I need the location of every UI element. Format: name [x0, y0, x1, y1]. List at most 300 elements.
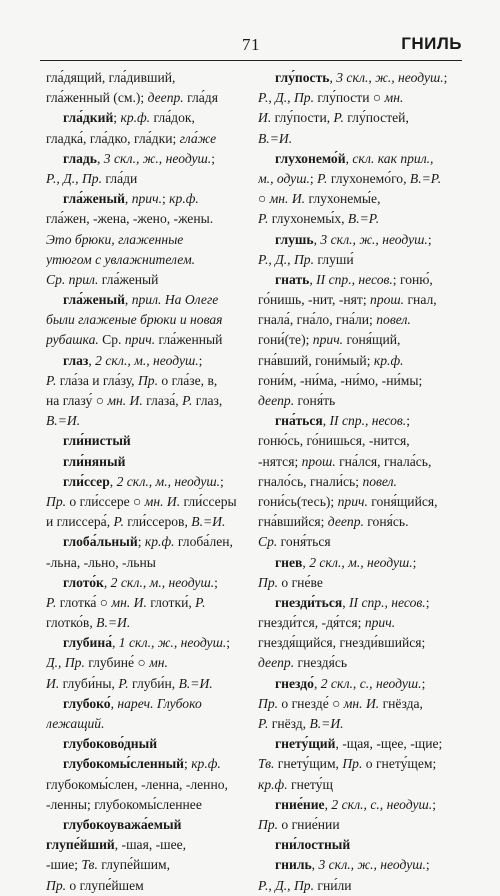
- entry-text: гоня́ть: [294, 393, 336, 408]
- grammar-note: Р.: [258, 211, 269, 227]
- entry-text: ;: [412, 554, 417, 570]
- entry-text: о гла́зе, в,: [157, 372, 218, 388]
- entry-text: глухонемо́го,: [327, 170, 410, 186]
- entry-text: глоба́лен,: [174, 534, 233, 550]
- grammar-note: 3 скл., ж., неодуш.: [318, 857, 426, 873]
- entry-text: глотки́,: [146, 594, 196, 610]
- entry-line: [258, 653, 470, 673]
- grammar-note: рубашка.: [46, 332, 99, 348]
- grammar-note: Пр.: [46, 493, 67, 509]
- entry-text: , -шая, -шее,: [114, 837, 187, 853]
- entry-text: гла́женый: [98, 271, 159, 287]
- entry-line: [46, 330, 258, 350]
- grammar-note: Р.: [118, 675, 129, 691]
- grammar-note: В.=Р.: [347, 211, 380, 227]
- entry-line: [46, 108, 258, 128]
- grammar-note: деепр.: [258, 393, 295, 408]
- entry-text: гли́ссеров,: [123, 514, 192, 530]
- entry-text: о гние́нии: [278, 816, 340, 832]
- entry-line: [46, 270, 258, 290]
- grammar-note: Пр.: [137, 372, 158, 388]
- grammar-note: И.: [46, 675, 60, 691]
- entry-text: ;: [226, 635, 231, 651]
- entry-text: о глупе́йшем: [66, 877, 144, 893]
- entry-line: [46, 129, 258, 149]
- left-column: [46, 68, 258, 896]
- entry-text: гнала́, гна́ло, гна́ли;: [258, 312, 377, 328]
- headword: гла́женый: [63, 292, 125, 308]
- grammar-note: Р.: [46, 594, 57, 610]
- grammar-note: 3 скл., ж., неодуш.: [320, 231, 428, 247]
- entry-line: [258, 371, 470, 391]
- grammar-note: Пр.: [258, 574, 279, 590]
- grammar-note: кр.ф.: [191, 756, 221, 772]
- entry-line: [258, 694, 470, 714]
- entry-line: [258, 129, 470, 149]
- entry-text: глуби́н,: [128, 675, 179, 691]
- entry-text: глаза́,: [142, 393, 183, 408]
- entry-text: гла́женный: [155, 332, 223, 348]
- entry-text: гнету́щим,: [274, 756, 343, 772]
- headword: гла́дкий: [63, 110, 114, 126]
- entry-text: глотко́в,: [46, 615, 97, 631]
- grammar-note: прич.: [364, 615, 396, 631]
- headword: гнев: [275, 554, 303, 570]
- entry-text: гони́сь(тесь);: [258, 493, 338, 509]
- grammar-note: прил. На Олеге: [131, 292, 219, 308]
- entry-text: гла́док,: [150, 110, 195, 126]
- entry-line: [46, 795, 258, 815]
- entry-line: [258, 855, 470, 875]
- entry-line: [258, 209, 470, 229]
- headword: гнезди́ться: [275, 594, 343, 610]
- grammar-note: были глаженые брюки и новая: [46, 312, 223, 328]
- entry-text: ,: [88, 352, 96, 368]
- entry-line: [258, 876, 470, 896]
- entry-text: глухонемы́х,: [268, 211, 348, 227]
- entry-text: ,: [110, 695, 118, 711]
- entry-line: [46, 250, 258, 270]
- entry-text: ,: [329, 70, 337, 85]
- entry-text: гла́жен, -жена, -жено, -жены.: [46, 211, 214, 227]
- entry-line: [258, 411, 470, 431]
- entry-line: [258, 88, 470, 108]
- headword: глушь: [275, 231, 314, 247]
- entry-text: ;: [220, 473, 224, 489]
- entry-text: гоня́сь.: [363, 514, 409, 530]
- grammar-note: Р., Д., Пр.: [46, 170, 102, 186]
- grammar-note: Пр.: [342, 756, 363, 772]
- grammar-note: 2 скл., с., неодуш.: [320, 675, 422, 691]
- entry-text: глуби́ны,: [59, 675, 119, 691]
- grammar-note: 1 скл., ж., неодуш.: [118, 635, 227, 651]
- entry-line: [46, 593, 258, 613]
- grammar-note: нареч. Глубоко: [117, 695, 202, 711]
- entry-text: ,: [309, 271, 317, 287]
- grammar-note: кр.ф.: [169, 191, 199, 207]
- entry-line: [46, 169, 258, 189]
- entry-line: [258, 593, 470, 613]
- grammar-note: лежащий.: [46, 716, 105, 731]
- headword: гнездо́: [275, 675, 314, 691]
- grammar-note: кр.ф.: [144, 534, 175, 550]
- headword: глубоково́дный: [63, 736, 158, 752]
- headword: гли́ссер: [63, 473, 110, 489]
- entry-line: [258, 108, 470, 128]
- grammar-note: Это брюки, глаженные: [46, 231, 184, 247]
- grammar-note: Пр.: [258, 695, 279, 711]
- grammar-note: Р., Д., Пр.: [258, 90, 314, 106]
- entry-text: -ленны; глубокомы́сленнее: [46, 796, 202, 812]
- grammar-note: мн. И.: [107, 393, 143, 408]
- entry-text: ,: [96, 150, 104, 166]
- entry-line: [258, 169, 470, 189]
- entry-text: о гли́ссере ○: [66, 493, 145, 509]
- grammar-note: прич.: [312, 332, 344, 348]
- entry-text: ;: [427, 231, 432, 247]
- grammar-note: м., одуш.: [258, 170, 310, 186]
- entry-line: [258, 290, 470, 310]
- grammar-note: Ср.: [258, 534, 278, 550]
- grammar-note: кр.ф.: [258, 776, 288, 792]
- entry-text: глубине́ ○: [84, 655, 150, 671]
- entry-line: [46, 351, 258, 371]
- entry-text: гоню́сь, го́нишься, -нится,: [258, 433, 410, 449]
- headword: глухонемо́й: [275, 150, 346, 166]
- entry-text: ; гоню́,: [392, 271, 433, 287]
- entry-text: ;: [309, 170, 318, 186]
- headword: гнать: [275, 271, 310, 287]
- entry-text: глотка́ ○: [56, 594, 112, 610]
- entry-text: гони́(те);: [258, 332, 313, 348]
- entry-line: [46, 876, 258, 896]
- entry-line: [258, 189, 470, 209]
- entry-text: го́нишь, -нит, -нят;: [258, 292, 371, 308]
- entry-line: [46, 472, 258, 492]
- entry-text: ○: [258, 191, 270, 207]
- grammar-note: повел.: [362, 473, 397, 489]
- grammar-note: Тв.: [258, 756, 275, 772]
- entry-text: Ср.: [98, 332, 125, 348]
- entry-line: [46, 391, 258, 411]
- entry-line: [258, 391, 470, 411]
- entry-text: ;: [211, 150, 215, 166]
- entry-text: глу́пости,: [271, 110, 334, 126]
- entry-text: ,: [313, 675, 321, 691]
- entry-line: [46, 68, 258, 88]
- grammar-note: деепр.: [327, 514, 364, 530]
- entry-line: [258, 351, 470, 371]
- grammar-note: В.=И.: [191, 514, 226, 530]
- entry-line: [46, 371, 258, 391]
- entry-line: [258, 714, 470, 734]
- entry-line: [46, 310, 258, 330]
- entry-line: [258, 472, 470, 492]
- entry-line: [258, 452, 470, 472]
- entry-text: ,: [109, 473, 117, 489]
- headword: гнету́щий: [275, 736, 336, 752]
- entry-line: [258, 754, 470, 774]
- entry-text: гла́женный (см.);: [46, 90, 148, 106]
- entry-text: ;: [113, 110, 121, 126]
- grammar-note: Р.: [46, 372, 57, 388]
- entry-text: гнёзда,: [379, 695, 423, 711]
- grammar-note: утюгом с увлажнителем.: [46, 251, 196, 267]
- headword: гли́нистый: [63, 433, 131, 449]
- entry-text: ;: [432, 796, 436, 812]
- entry-text: гладка́, гла́дко, гла́дки;: [46, 130, 180, 146]
- grammar-note: В.=И.: [258, 130, 293, 146]
- entry-line: [258, 613, 470, 633]
- entry-line: [46, 532, 258, 552]
- grammar-note: 2 скл., м., неодуш.: [116, 473, 221, 489]
- entry-line: [46, 209, 258, 229]
- grammar-note: 3 скл., ж., неодуш.: [103, 150, 212, 166]
- page-number: 71: [242, 35, 260, 54]
- grammar-note: мн. И.: [144, 493, 181, 509]
- entry-line: [46, 754, 258, 774]
- entry-line: [46, 835, 258, 855]
- grammar-note: кр.ф.: [120, 110, 151, 126]
- entry-text: ;: [425, 857, 430, 873]
- entry-text: ;: [421, 675, 426, 691]
- entry-text: гнёзд,: [268, 716, 310, 731]
- entry-text: ;: [161, 191, 170, 207]
- entry-text: ,: [311, 857, 319, 873]
- entry-text: ,: [124, 292, 132, 308]
- grammar-note: прич.: [337, 493, 368, 509]
- headword: глоба́льный: [63, 534, 138, 550]
- entry-line: [46, 88, 258, 108]
- grammar-note: Р.: [333, 110, 344, 126]
- entry-line: [46, 734, 258, 754]
- grammar-note: II спр., несов.: [329, 413, 407, 429]
- entry-text: гнету́щ: [287, 776, 333, 792]
- entry-text: ;: [198, 352, 203, 368]
- page-header: [40, 34, 462, 61]
- grammar-note: В.=И.: [46, 413, 81, 429]
- grammar-note: Р.: [195, 594, 206, 610]
- entry-text: гна́лся, гнала́сь,: [335, 453, 432, 469]
- entry-text: гнал,: [404, 292, 437, 308]
- entry-line: [46, 573, 258, 593]
- headword: глу́пость: [275, 70, 330, 85]
- grammar-note: мн.: [149, 655, 168, 671]
- entry-text: ,: [124, 191, 132, 207]
- entry-text: ,: [324, 796, 332, 812]
- entry-text: гоня́щийся,: [367, 493, 438, 509]
- entry-text: глухонемы́е,: [305, 191, 381, 207]
- entry-line: [46, 674, 258, 694]
- entry-text: о гнету́щем;: [362, 756, 437, 772]
- grammar-note: Р.: [317, 170, 328, 186]
- entry-text: -льна, -льно, -льны: [46, 554, 156, 570]
- entry-text: гоня́щий,: [343, 332, 401, 348]
- entry-text: ,: [345, 150, 353, 166]
- guideword: ГНИЛЬ: [401, 34, 462, 53]
- grammar-note: кр.ф.: [373, 352, 404, 368]
- entry-line: [46, 149, 258, 169]
- entry-line: [46, 775, 258, 795]
- entry-line: [258, 431, 470, 451]
- entry-text: гони́м, -ни́ма, -ни́мо, -ни́мы;: [258, 372, 423, 388]
- entry-text: ,: [322, 413, 330, 429]
- entry-line: [46, 694, 258, 714]
- entry-text: ;: [184, 756, 192, 772]
- grammar-note: Р.: [182, 393, 193, 408]
- grammar-note: деепр.: [147, 90, 184, 106]
- entry-text: и глиссера́,: [46, 514, 114, 530]
- entry-line: [258, 149, 470, 169]
- grammar-note: мн. И.: [269, 191, 306, 207]
- grammar-note: В.=Р.: [409, 170, 442, 186]
- grammar-note: деепр.: [258, 655, 295, 671]
- entry-text: гоня́ться: [277, 534, 331, 550]
- headword: гла́женый: [63, 191, 125, 207]
- entry-line: [46, 431, 258, 451]
- entry-line: [258, 775, 470, 795]
- grammar-note: Пр.: [46, 877, 67, 893]
- entry-text: ,: [112, 635, 119, 651]
- entry-text: ;: [214, 574, 218, 590]
- grammar-note: 2 скл., м., неодуш.: [309, 554, 413, 570]
- entry-text: ,: [103, 574, 111, 590]
- entry-text: гна́вший, гони́мый;: [258, 352, 374, 368]
- entry-text: гнало́сь, гнали́сь;: [258, 473, 363, 489]
- entry-text: гнездя́сь: [294, 655, 348, 671]
- grammar-note: В.=И.: [309, 716, 344, 731]
- entry-text: глуши́: [314, 251, 354, 267]
- entry-line: [46, 855, 258, 875]
- entry-line: [258, 573, 470, 593]
- entry-text: ;: [406, 413, 410, 429]
- entry-text: ;: [425, 594, 430, 610]
- grammar-note: 2 скл., с., неодуш.: [331, 796, 433, 812]
- entry-text: гла́дящий, гла́дивший,: [46, 70, 176, 85]
- entry-line: [258, 553, 470, 573]
- entry-line: [258, 492, 470, 512]
- entry-text: глубокомы́слен, -ленна, -ленно,: [46, 776, 228, 792]
- entry-line: [258, 68, 470, 88]
- entry-text: о гнезде́ ○: [278, 695, 344, 711]
- entry-text: на глазу́ ○: [46, 393, 108, 408]
- entry-line: [258, 230, 470, 250]
- entry-text: гла́дя: [183, 90, 218, 106]
- grammar-note: Пр.: [258, 816, 279, 832]
- entry-text: -шие;: [46, 857, 82, 873]
- entry-line: [258, 674, 470, 694]
- grammar-note: Р., Д., Пр.: [258, 251, 314, 267]
- headword: гладь: [63, 150, 97, 166]
- entry-line: [46, 613, 258, 633]
- headword: гни́лостный: [275, 837, 351, 853]
- entry-line: [258, 310, 470, 330]
- grammar-note: 2 скл., м., неодуш.: [95, 352, 199, 368]
- entry-line: [46, 653, 258, 673]
- grammar-note: Р.: [113, 514, 124, 530]
- grammar-note: Ср. прил.: [46, 271, 99, 287]
- entry-line: [258, 250, 470, 270]
- entry-line: [46, 512, 258, 532]
- headword: глубина́: [63, 635, 112, 651]
- grammar-note: повел.: [376, 312, 411, 328]
- entry-text: глаз,: [192, 393, 223, 408]
- entry-line: [258, 330, 470, 350]
- entry-line: [46, 452, 258, 472]
- headword: глубоко́: [63, 695, 111, 711]
- entry-text: гла́за и гла́зу,: [56, 372, 138, 388]
- entry-text: глупе́йшим,: [97, 857, 171, 873]
- grammar-note: Р.: [258, 716, 269, 731]
- grammar-note: Р., Д., Пр.: [258, 877, 314, 893]
- entry-line: [258, 633, 470, 653]
- entry-line: [46, 411, 258, 431]
- grammar-note: прич.: [131, 191, 162, 207]
- grammar-note: 2 скл., м., неодуш.: [110, 574, 215, 590]
- grammar-note: прич.: [124, 332, 156, 348]
- entry-text: гнездя́щийся, гнезди́вшийся;: [258, 635, 426, 651]
- headword: глото́к: [63, 574, 104, 590]
- entry-text: гли́ссеры: [180, 493, 237, 509]
- grammar-note: 3 скл., ж., неодуш.: [336, 70, 444, 85]
- headword: гна́ться: [275, 413, 323, 429]
- entry-text: ,: [342, 594, 350, 610]
- grammar-note: мн. И.: [343, 695, 380, 711]
- entry-line: [258, 815, 470, 835]
- grammar-note: II спр., несов.: [349, 594, 426, 610]
- entry-line: [46, 290, 258, 310]
- headword: глубокоуважа́емый: [63, 816, 182, 832]
- entry-line: [258, 835, 470, 855]
- entry-text: ;: [443, 70, 448, 85]
- entry-line: [46, 230, 258, 250]
- entry-line: [258, 270, 470, 290]
- entry-line: [46, 189, 258, 209]
- entry-line: [46, 714, 258, 734]
- entry-text: о гне́ве: [278, 574, 323, 590]
- entry-line: [258, 512, 470, 532]
- headword: глаз: [63, 352, 89, 368]
- entry-line: [46, 815, 258, 835]
- entry-line: [46, 492, 258, 512]
- grammar-note: Тв.: [81, 857, 98, 873]
- grammar-note: мн.: [384, 90, 404, 106]
- right-column: [258, 68, 470, 896]
- headword: глубокомы́сленный: [63, 756, 185, 772]
- grammar-note: И.: [258, 110, 272, 126]
- entry-text: гни́ли: [314, 877, 352, 893]
- entry-text: , -щая, -щее, -щие;: [335, 736, 443, 752]
- entry-text: глу́пости ○: [314, 90, 385, 106]
- entry-text: гна́вшийся;: [258, 514, 328, 530]
- entry-text: -нятся;: [258, 453, 302, 469]
- grammar-note: прош.: [370, 292, 405, 308]
- grammar-note: прош.: [301, 453, 336, 469]
- grammar-note: мн. И.: [111, 594, 147, 610]
- entry-line: [258, 734, 470, 754]
- headword: глупе́йший: [46, 837, 115, 853]
- entry-line: [258, 532, 470, 552]
- grammar-note: гла́же: [179, 130, 217, 146]
- entry-text: ;: [137, 534, 145, 550]
- entry-text: глу́постей,: [343, 110, 409, 126]
- headword: гние́ние: [275, 796, 325, 812]
- entry-text: гнезди́тся, -дя́тся;: [258, 615, 365, 631]
- grammar-note: В.=И.: [178, 675, 213, 691]
- entry-text: ,: [313, 231, 321, 247]
- headword: гниль: [275, 857, 312, 873]
- grammar-note: Д., Пр.: [46, 655, 85, 671]
